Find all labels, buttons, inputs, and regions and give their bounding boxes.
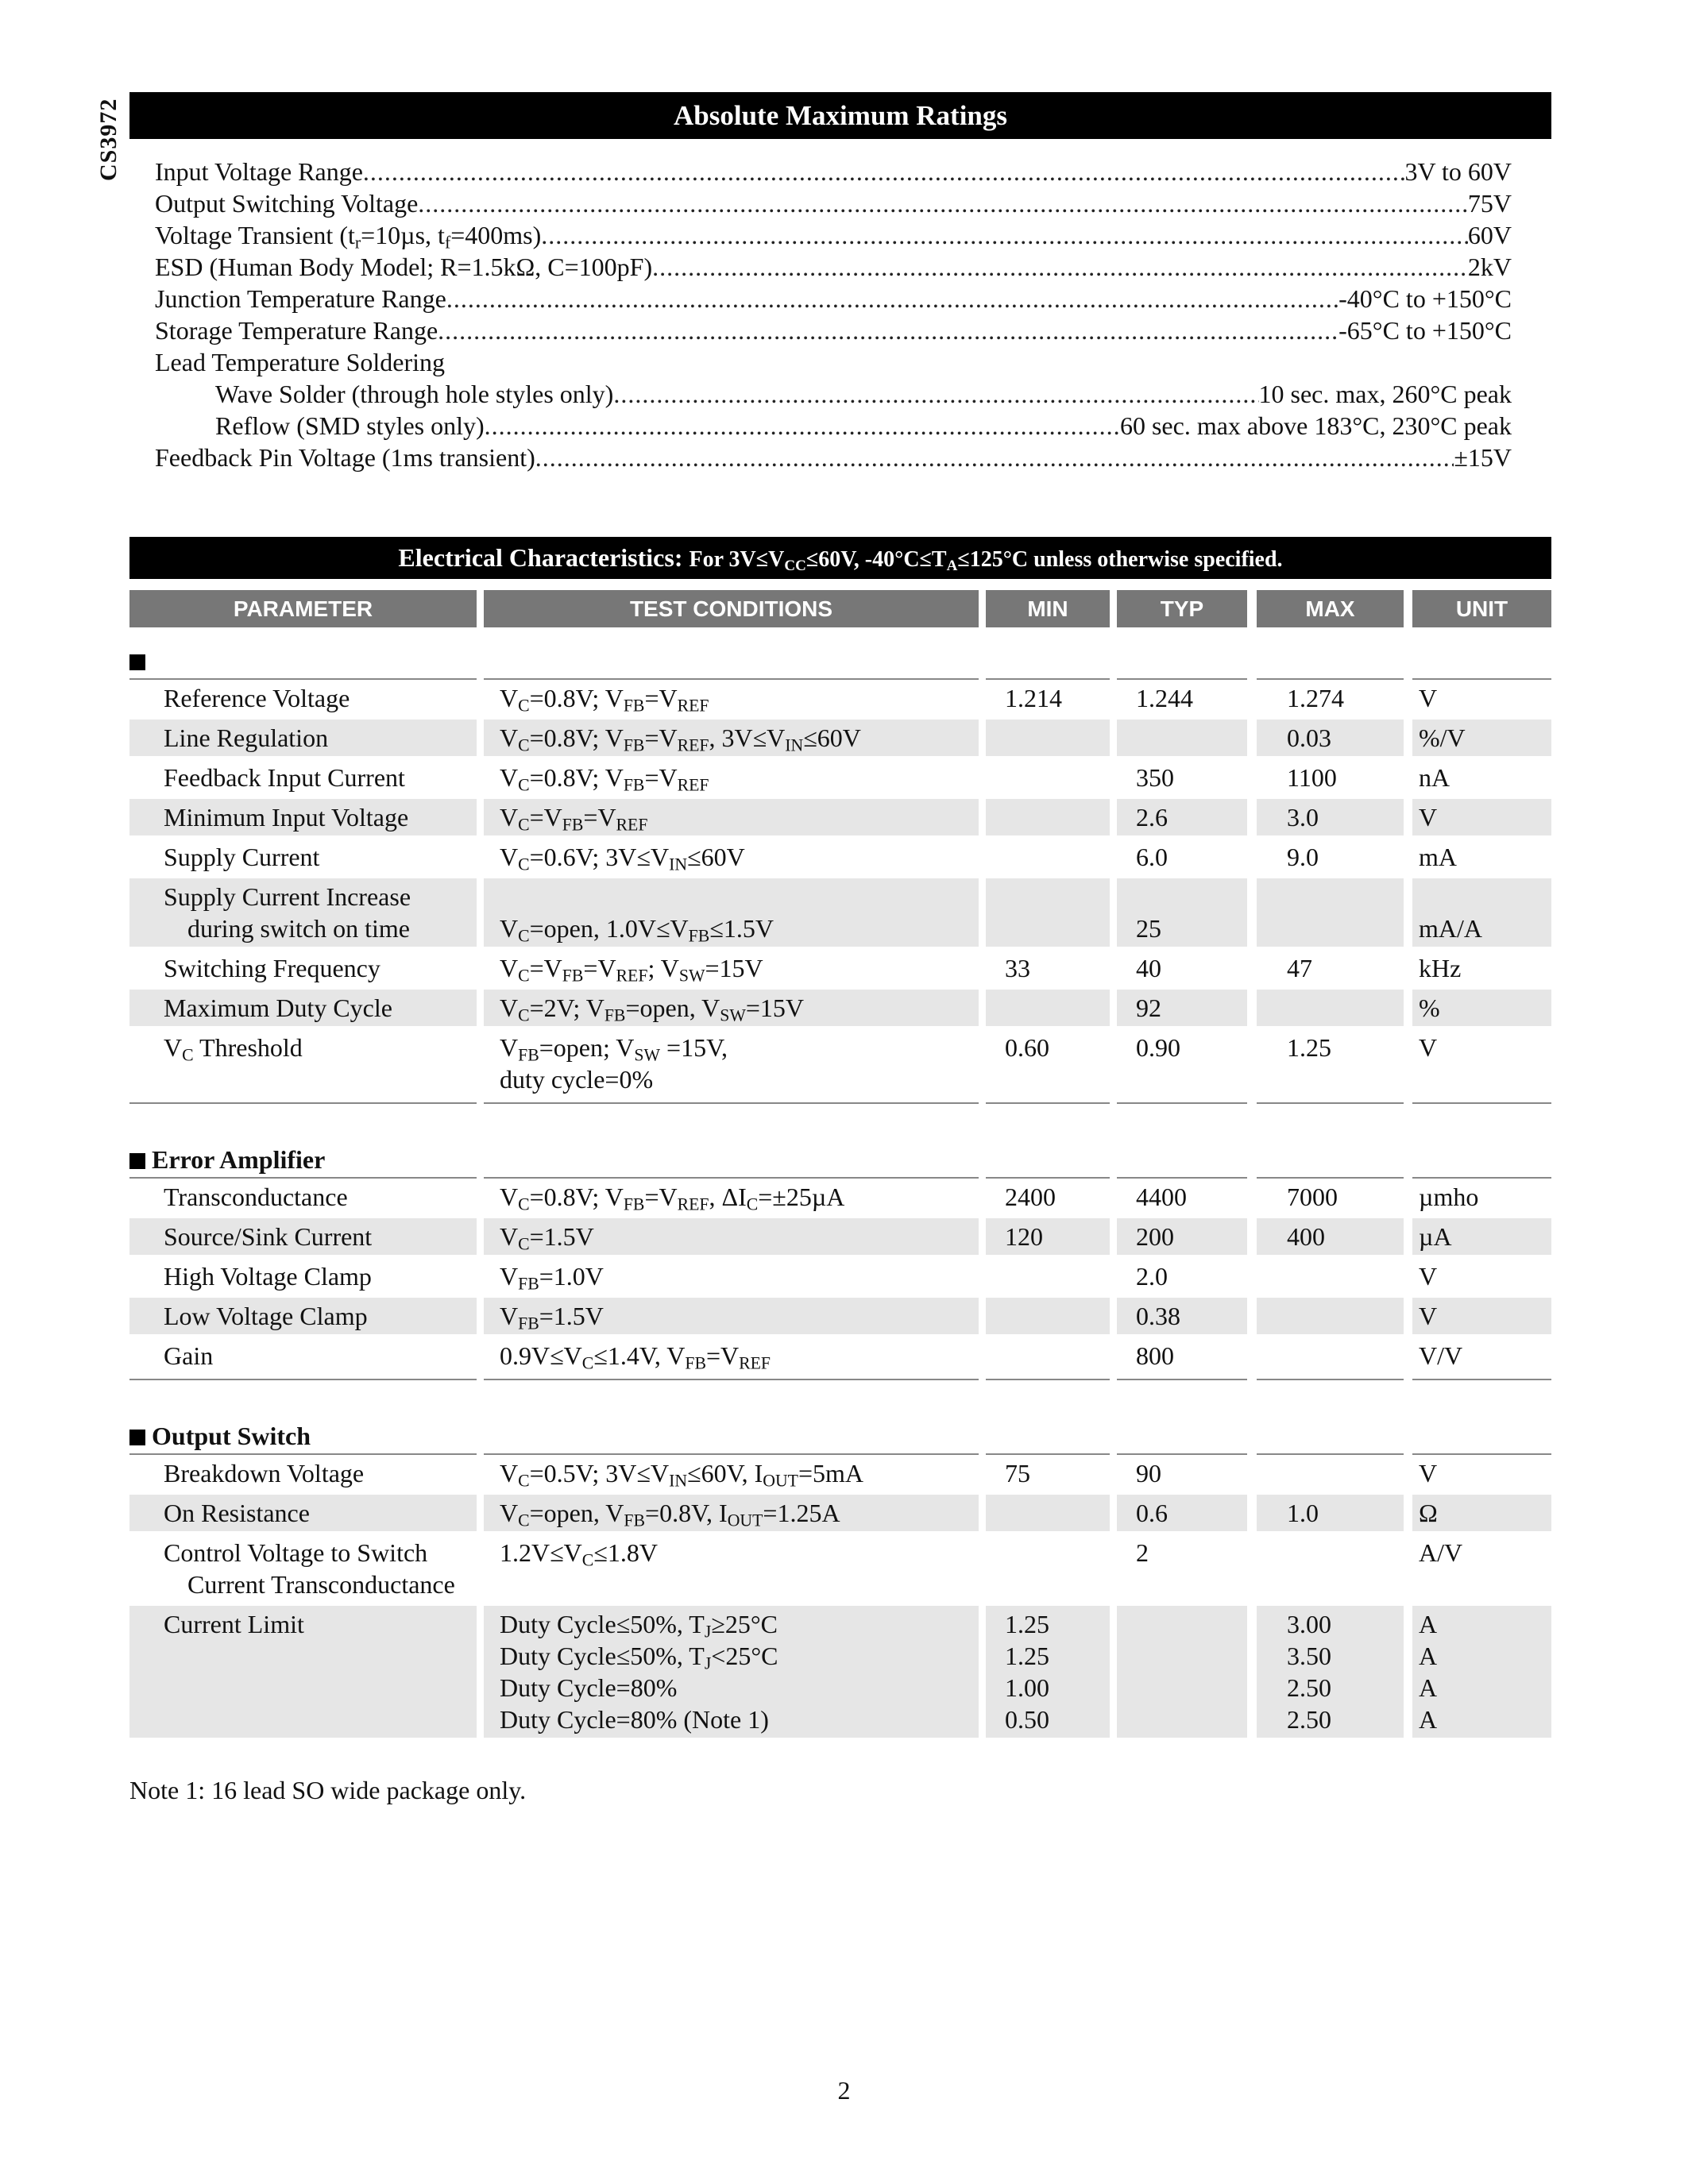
cell-bg [986, 799, 1110, 835]
cell-bg [986, 720, 1110, 756]
typ-cell: 1.244 [1136, 684, 1193, 712]
page-number: 2 [837, 2076, 851, 2105]
typ-cell: 40 [1136, 954, 1161, 982]
max-cell: 1100 [1287, 763, 1337, 792]
amr-title-bar [129, 92, 1551, 139]
cell-bg [1257, 1337, 1404, 1374]
table-row [0, 799, 1688, 835]
condition-cell: $1.2V\le V_C\le 1.8V$ [500, 1538, 658, 1570]
typ-cell: 800 [1136, 1341, 1174, 1370]
min-cell: 1.25 [1005, 1610, 1049, 1638]
min-cell: 1.25 [1005, 1642, 1049, 1670]
condition-cell: $V_C=V_{FB}=V_{REF}$; $V_{SW}=15V$ [500, 954, 763, 986]
max-cell: 2.50 [1287, 1673, 1331, 1702]
table-row [0, 1455, 1688, 1491]
table-row [0, 1179, 1688, 1215]
table-row [0, 1534, 1688, 1603]
typ-cell: 4400 [1136, 1183, 1187, 1211]
amr-item [155, 283, 1512, 314]
col-header-min: MIN [986, 590, 1110, 627]
table-row [0, 990, 1688, 1026]
condition-cell: $V_C=0.8V$; $V_{FB}=V_{REF}$ [500, 684, 709, 716]
unit-cell: A [1419, 1610, 1438, 1638]
table-row [0, 1495, 1688, 1531]
col-header-unit: UNIT [1412, 590, 1551, 627]
unit-cell: V [1419, 803, 1438, 832]
ec-title: Electrical Characteristics: [398, 543, 683, 572]
amr-label: Voltage Transient ($t_r=10\mu s$, $t_f=400ms$) [155, 221, 542, 253]
amr-label: Reflow (SMD styles only) [215, 411, 485, 440]
condition-cell: $V_C=1.5V$ [500, 1222, 594, 1254]
unit-cell: A [1419, 1705, 1438, 1734]
cell-bg [1257, 799, 1404, 835]
min-cell: 2400 [1005, 1183, 1056, 1211]
max-cell: 3.50 [1287, 1642, 1331, 1670]
param-cell: On Resistance [164, 1499, 310, 1527]
amr-value: -65°C to +150°C [1338, 316, 1512, 345]
table-row [0, 680, 1688, 716]
cell-bg [986, 990, 1110, 1026]
param-cell: Reference Voltage [164, 684, 350, 712]
param-cell: Low Voltage Clamp [164, 1302, 368, 1330]
condition-cell: $V_C=2V$; $V_{FB}=open$, $V_{SW}=15V$ [500, 994, 804, 1025]
cell-bg [1257, 839, 1404, 875]
max-cell: 0.03 [1287, 723, 1331, 752]
max-cell: 400 [1287, 1222, 1325, 1251]
cell-bg [986, 759, 1110, 796]
condition-cell: $V_C=0.5V$; $3V\le V_{IN}\le 60V$, $I_{OUT}=5mA$ [500, 1459, 863, 1491]
typ-cell: 25 [1136, 914, 1161, 943]
col-header-max: MAX [1257, 590, 1404, 627]
row-divider [1257, 1379, 1404, 1380]
bullet-square-icon [129, 1153, 145, 1169]
min-cell: 1.214 [1005, 684, 1062, 712]
param-cell: Switching Frequency [164, 954, 380, 982]
ec-conditions: For $3V\le V_{CC}\le 60V$, $-40^\circ C\le T_A\le 125^\circ C$ unless otherwise specified. [689, 547, 1283, 574]
typ-cell: 0.90 [1136, 1033, 1180, 1062]
unit-cell: V [1419, 1459, 1438, 1488]
row-divider [1117, 1379, 1247, 1380]
condition-cell: $V_C=0.6V$; $3V\le V_{IN}\le 60V$ [500, 843, 745, 874]
param-cell: Minimum Input Voltage [164, 803, 409, 832]
condition-cell: Duty Cycle=80% [500, 1673, 678, 1702]
unit-cell: A [1419, 1642, 1438, 1670]
condition-cell: Duty Cycle=80% (Note 1) [500, 1705, 769, 1734]
table-row [0, 1606, 1688, 1738]
min-cell: 33 [1005, 954, 1030, 982]
max-cell: 47 [1287, 954, 1312, 982]
min-cell: 0.50 [1005, 1705, 1049, 1734]
condition-cell: $V_{FB}=open$; $V_{SW} =15V$, [500, 1033, 728, 1065]
condition-cell: Duty Cycle≤50%, $T_J<25^\circ C$ [500, 1642, 778, 1673]
condition-cell: $V_{FB}=1.0V$ [500, 1262, 604, 1294]
amr-label: Wave Solder (through hole styles only) [215, 380, 614, 408]
cell-bg [986, 839, 1110, 875]
cell-bg [986, 1258, 1110, 1295]
typ-cell: 90 [1136, 1459, 1161, 1488]
table-row [0, 759, 1688, 796]
cell-bg [1257, 1218, 1404, 1255]
cell-bg [1257, 878, 1404, 947]
amr-value: ±15V [1454, 443, 1512, 472]
amr-list [155, 156, 1512, 473]
amr-value: -40°C to +150°C [1338, 284, 1512, 313]
unit-cell: V [1419, 1302, 1438, 1330]
param-cell: Current Limit [164, 1610, 304, 1638]
amr-item [155, 442, 1512, 473]
cell-bg [1257, 1298, 1404, 1334]
param-cell: $V_C$ Threshold [164, 1033, 303, 1065]
unit-cell: mA [1419, 843, 1457, 871]
cell-bg [1257, 1258, 1404, 1295]
section-title [129, 1144, 325, 1175]
amr-value: 60V [1467, 221, 1512, 249]
cell-bg [986, 1337, 1110, 1374]
table-row [0, 1029, 1688, 1098]
param-cell: Control Voltage to Switch [164, 1538, 428, 1567]
param-cell: Current Transconductance [187, 1570, 455, 1599]
amr-label: ESD (Human Body Model; R=1.5kΩ, C=100pF) [155, 253, 653, 281]
condition-cell: $V_C=open$, $V_{FB}=0.8V$, $I_{OUT}=1.25A$ [500, 1499, 840, 1530]
unit-cell: Ω [1419, 1499, 1438, 1527]
row-divider [484, 1379, 979, 1380]
cell-bg [986, 878, 1110, 947]
cell-bg [986, 1298, 1110, 1334]
row-divider [986, 1379, 1110, 1380]
param-cell: Supply Current [164, 843, 320, 871]
table-row [0, 1298, 1688, 1334]
typ-cell: 6.0 [1136, 843, 1168, 871]
amr-label: Feedback Pin Voltage (1ms transient) [155, 443, 535, 472]
row-divider [1257, 1102, 1404, 1104]
col-header-typ: TYP [1117, 590, 1247, 627]
min-cell: 120 [1005, 1222, 1043, 1251]
param-cell: Breakdown Voltage [164, 1459, 365, 1488]
table-row [0, 878, 1688, 947]
max-cell: 9.0 [1287, 843, 1319, 871]
bullet-square-icon [129, 654, 145, 670]
amr-item [155, 187, 1512, 219]
cell-bg [986, 1495, 1110, 1531]
unit-cell: A/V [1419, 1538, 1463, 1567]
condition-cell: duty cycle=0% [500, 1065, 654, 1094]
param-cell: Gain [164, 1341, 214, 1370]
unit-cell: V/V [1419, 1341, 1463, 1370]
table-row [0, 1258, 1688, 1295]
row-divider [1117, 1102, 1247, 1104]
table-row [0, 839, 1688, 875]
section-title [129, 645, 152, 677]
condition-cell: $V_C=0.8V$; $V_{FB}=V_{REF}$, $\Delta I_C=\pm 25\mu A$ [500, 1183, 845, 1214]
amr-value: 3V to 60V [1404, 157, 1512, 186]
min-cell: 75 [1005, 1459, 1030, 1488]
param-cell: Transconductance [164, 1183, 348, 1211]
table-row [0, 950, 1688, 986]
unit-cell: V [1419, 1033, 1438, 1062]
cell-bg [986, 1534, 1110, 1603]
param-cell: Source/Sink Current [164, 1222, 373, 1251]
amr-label: Output Switching Voltage [155, 189, 419, 218]
footnote: Note 1: 16 lead SO wide package only. [129, 1776, 527, 1804]
section-title [129, 1420, 311, 1452]
unit-cell: V [1419, 1262, 1438, 1291]
max-cell: 3.00 [1287, 1610, 1331, 1638]
cell-bg [1117, 720, 1247, 756]
row-divider [129, 1379, 477, 1380]
ec-title-bar [129, 537, 1551, 579]
typ-cell: 2 [1136, 1538, 1149, 1567]
cell-bg [1117, 1606, 1247, 1738]
table-row [0, 1337, 1688, 1374]
unit-cell: V [1419, 684, 1438, 712]
amr-value: 10 sec. max, 260°C peak [1258, 380, 1512, 408]
cell-bg [1257, 1534, 1404, 1603]
amr-value: 60 sec. max above 183°C, 230°C peak [1119, 411, 1512, 440]
max-cell: 1.274 [1287, 684, 1344, 712]
amr-item [155, 156, 1512, 187]
amr-label: Input Voltage Range [155, 157, 363, 186]
param-cell: during switch on time [187, 914, 410, 943]
param-cell: Line Regulation [164, 723, 329, 752]
typ-cell: 0.38 [1136, 1302, 1180, 1330]
condition-cell: Duty Cycle≤50%, $T_J\ge 25^\circ C$ [500, 1610, 778, 1642]
cell-bg [1257, 990, 1404, 1026]
cell-bg [1257, 950, 1404, 986]
max-cell: 1.0 [1287, 1499, 1319, 1527]
unit-cell: % [1419, 994, 1440, 1022]
param-cell: Supply Current Increase [164, 882, 411, 911]
col-header-parameter: PARAMETER [129, 590, 477, 627]
condition-cell: $V_C=V_{FB}=V_{REF}$ [500, 803, 648, 835]
max-cell: 2.50 [1287, 1705, 1331, 1734]
amr-item [155, 346, 1512, 378]
unit-cell: mA/A [1419, 914, 1482, 943]
unit-cell: µmho [1419, 1183, 1479, 1211]
min-cell: 0.60 [1005, 1033, 1049, 1062]
amr-item [155, 410, 1512, 442]
unit-cell: µA [1419, 1222, 1452, 1251]
amr-value: 2kV [1467, 253, 1512, 281]
param-cell: High Voltage Clamp [164, 1262, 372, 1291]
bullet-square-icon [129, 1430, 145, 1445]
row-divider [484, 1102, 979, 1104]
unit-cell: %/V [1419, 723, 1466, 752]
cell-bg [1257, 1455, 1404, 1491]
unit-cell: nA [1419, 763, 1450, 792]
unit-cell: A [1419, 1673, 1438, 1702]
min-cell: 1.00 [1005, 1673, 1049, 1702]
amr-label: Junction Temperature Range [155, 284, 446, 313]
typ-cell: 200 [1136, 1222, 1174, 1251]
typ-cell: 2.0 [1136, 1262, 1168, 1291]
condition-cell: $V_C=0.8V$; $V_{FB}=V_{REF}$ [500, 763, 709, 795]
amr-item [155, 219, 1512, 251]
typ-cell: 0.6 [1136, 1499, 1168, 1527]
amr-label: Lead Temperature Soldering [155, 348, 446, 376]
amr-item [155, 378, 1512, 410]
section-title-text: Output Switch [152, 1422, 311, 1450]
param-cell: Feedback Input Current [164, 763, 405, 792]
unit-cell: kHz [1419, 954, 1462, 982]
section-title-text: Error Amplifier [152, 1145, 326, 1174]
col-header-test-conditions: TEST CONDITIONS [484, 590, 979, 627]
row-divider [986, 1102, 1110, 1104]
table-row [0, 720, 1688, 756]
condition-cell: $V_C=0.8V$; $V_{FB}=V_{REF}$, $3V\le V_{IN}\le 60V$ [500, 723, 861, 755]
cell-bg [1257, 1495, 1404, 1531]
amr-item [155, 314, 1512, 346]
row-divider [1412, 1102, 1551, 1104]
param-cell: Maximum Duty Cycle [164, 994, 392, 1022]
amr-label: Storage Temperature Range [155, 316, 438, 345]
max-cell: 7000 [1287, 1183, 1338, 1211]
typ-cell: 2.6 [1136, 803, 1168, 832]
amr-item [155, 251, 1512, 283]
amr-value: 75V [1467, 189, 1512, 218]
condition-cell: $V_{FB}=1.5V$ [500, 1302, 604, 1333]
condition-cell: $0.9V\le V_C\le 1.4V$, $V_{FB}=V_{REF}$ [500, 1341, 771, 1373]
max-cell: 1.25 [1287, 1033, 1331, 1062]
amr-title: Absolute Maximum Ratings [673, 100, 1008, 131]
table-row [0, 1218, 1688, 1255]
max-cell: 3.0 [1287, 803, 1319, 832]
typ-cell: 92 [1136, 994, 1161, 1022]
part-number-side-label: CS3972 [95, 98, 122, 181]
typ-cell: 350 [1136, 763, 1174, 792]
row-divider [1412, 1379, 1551, 1380]
row-divider [129, 1102, 477, 1104]
condition-cell: $V_C=open$, $1.0V\le V_{FB}\le 1.5V$ [500, 914, 774, 946]
